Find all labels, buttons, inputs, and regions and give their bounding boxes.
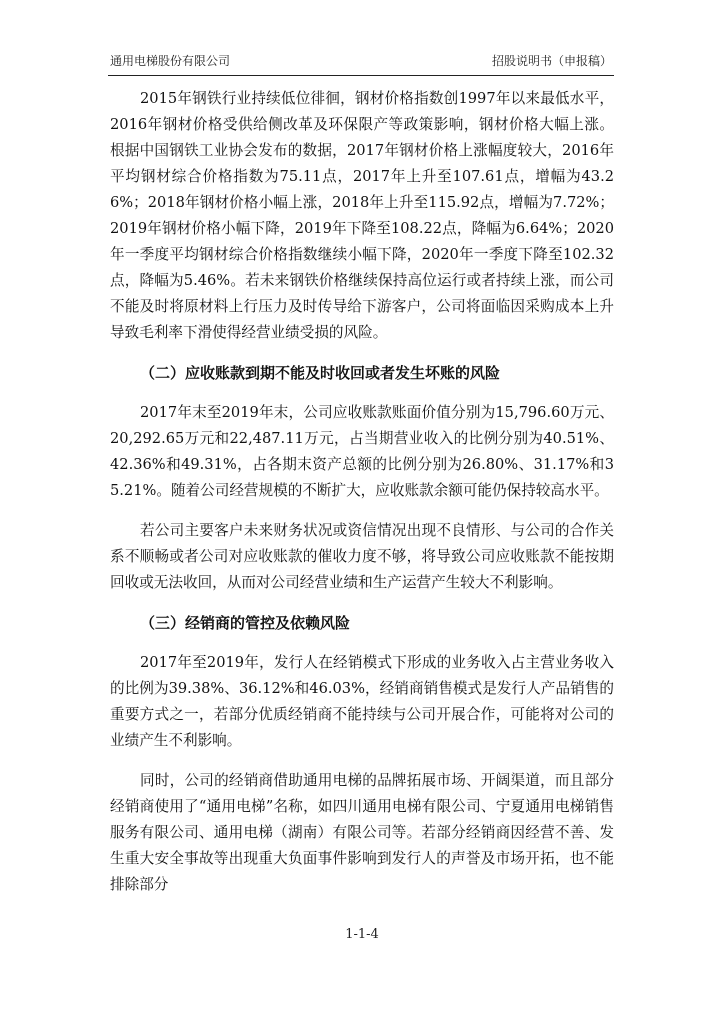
header-rule: [108, 75, 614, 76]
header-company-name: 通用电梯股份有限公司: [110, 54, 231, 68]
section-heading-receivables: （二）应收账款到期不能及时收回或者发生坏账的风险: [140, 364, 501, 382]
section-heading-distributors: （三）经销商的管控及依赖风险: [140, 614, 351, 632]
paragraph-receivables-impact: 若公司主要客户未来财务状况或资信情况出现不良情形、与公司的合作关系不顺畅或者公司对应收账款的催收力度不够，将导致公司应收账款不能按期回收或无法收回，从而对公司经营业绩和生产运营产生较大不利影响。: [110, 522, 614, 591]
document-body: [110, 86, 614, 898]
paragraph-distributor-revenue: 2017年至2019年，发行人在经销模式下形成的业务收入占主营业务收入的比例为39.38%、36.12%和46.03%，经销商销售模式是发行人产品销售的重要方式之一，若部分优质经销商不能持续与公司开展合作，可能将对公司的业绩产生不利影响。: [110, 654, 614, 749]
paragraph-distributor-brand: 同时，公司的经销商借助通用电梯的品牌拓展市场、开阔渠道，而且部分经销商使用了“通用电梯”名称，如四川通用电梯有限公司、宁夏通用电梯销售服务有限公司、通用电梯（湖南）有限公司等。若部分经销商因经营不善、发生重大安全事故等出现重大负面事件影响到发行人的声誉及市场开拓，也不能排除部分: [110, 772, 614, 893]
header-document-title: 招股说明书（申报稿）: [491, 54, 612, 68]
paragraph-steel-price-risk: 2015年钢铁行业持续低位徘徊，钢材价格指数创1997年以来最低水平，2016年钢材价格受供给侧改革及环保限产等政策影响，钢材价格大幅上涨。根据中国钢铁工业协会发布的数据，2017年钢材价格上涨幅度较大，2016年平均钢材综合价格指数为75.11点，2017年上升至107.61点，增幅为43.26%；2018年钢材价格小幅上涨，2018年上升至115.92点，增幅为7.72%；2019年钢材价格小幅下降，2019年下降至108.22点，降幅为6.64%；2020年一季度平均钢材综合价格指数继续小幅下降，2020年一季度下降至102.32点，降幅为5.46%。若未来钢铁价格继续保持高位运行或者持续上涨，而公司不能及时将原材料上行压力及时传导给下游客户，公司将面临因采购成本上升导致毛利率下滑使得经营业绩受损的风险。: [110, 90, 614, 341]
page-number: 1-1-4: [345, 927, 379, 942]
paragraph-receivables-figures: 2017年末至2019年末，公司应收账款账面价值分别为15,796.60万元、20,292.65万元和22,487.11万元，占当期营业收入的比例分别为40.51%、42.36%和49.31%，占各期末资产总额的比例分别为26.80%、31.17%和35.21%。随着公司经营规模的不断扩大，应收账款余额可能仍保持较高水平。: [110, 404, 614, 499]
